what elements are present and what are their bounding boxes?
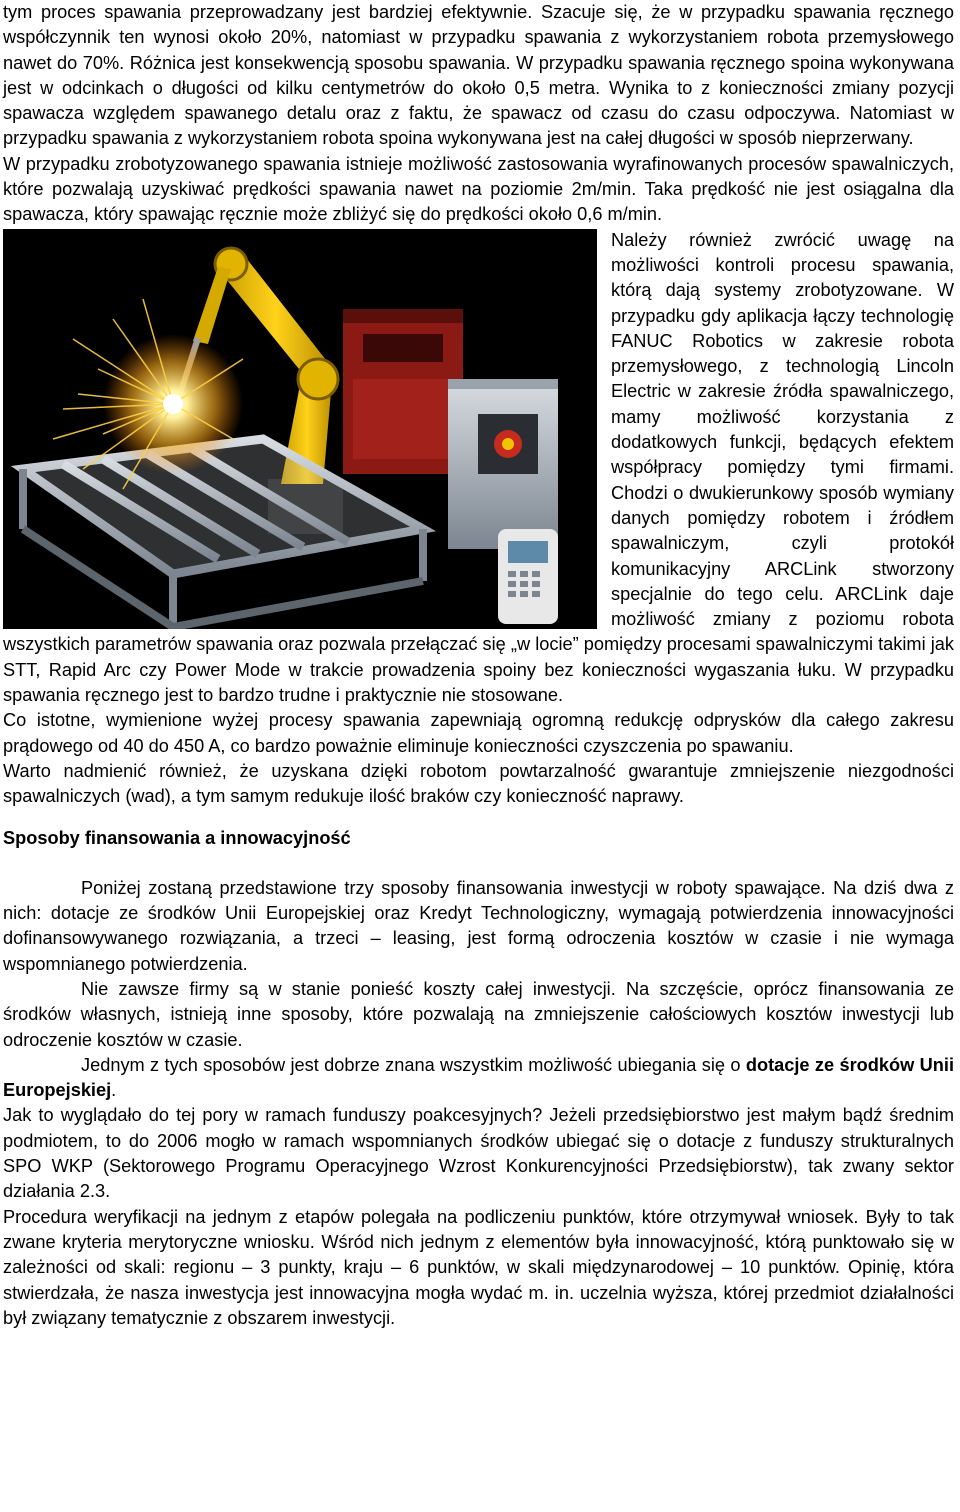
figure-with-text [3, 228, 954, 709]
paragraph-post-accession-funds: Jak to wyglądało do tej pory w ramach funduszy poakcesyjnych? Jeżeli przedsiębiorstwo jest małym bądź średnim podmiotem, to do 2006 mogło w ramach wspomnianych środków ubiegać się o dotacje z funduszy strukturalnych SPO WKP (Sektorowego Programu Operacyjnego Wzrost Konkurencyjności Przedsiębiorstw), tak zwany sektor działania 2.3. [3, 1105, 954, 1202]
paragraph-spatter-reduction: Co istotne, wymienione wyżej procesy spawania zapewniają ogromną redukcję odprysków dla całego zakresu prądowego od 40 do 450 A, co bardzo poważnie eliminuje konieczności czyszczenia po spawaniu. [3, 710, 954, 756]
document-page [3, 0, 954, 1331]
paragraph-arclink: Należy również zwrócić uwagę na możliwości kontroli procesu spawania, którą dają systemy zrobotyzowane. W przypadku gdy aplikacja łączy technologię FANUC Robotics w zakresie robota przemysłowego, z technologią Lincoln Electric w zakresie źródła spawalniczego, mamy możliwość korzystania z dodatkowych funkcji, będących efektem współpracy pomiędzy tymi firmami. Chodzi o dwukierunkowy sposób wymiany danych pomiędzy robotem i źródłem spawalniczym, czyli protokół komunikacyjny ARCLink stworzony specjalnie do tego celu. ARCLink daje możliwość zmiany z poziomu robota wszystkich parametrów spawania oraz pozwala przełączać się „w locie” pomiędzy procesami spawalniczymi takimi jak STT, Rapid Arc czy Power Mode w trakcie prowadzenia spoiny bez konieczności wygaszania łuku. W przypadku spawania ręcznego jest to bardzo trudne i praktycznie nie stosowane. [3, 229, 954, 706]
paragraph-verification-procedure: Procedura weryfikacji na jednym z etapów polegała na podliczeniu punktów, które otrzymywał wniosek. Były to tak zwane kryteria merytoryczne wniosku. Wśród nich jednym z elementów była innowacyjność, którą punktowało się w zależności od skali: regionu – 3 punkty, kraju – 6 punktów, w skali międzynarodowej – 10 punktów. Opinię, która stwierdzała, że nasza inwestycja jest innowacyjna mogła wydać m. in. uczelnia wyższa, której przedmiot działalności był związany tematycznie z obszarem inwestycji. [3, 1206, 954, 1328]
paragraph-financing-costs: Nie zawsze firmy są w stanie ponieść koszty całej inwestycji. Na szczęście, oprócz finansowania ze środków własnych, istnieją inne sposoby, które pozwalają na zmniejszenie całościowych kosztów inwestycji lub odroczenie kosztów w czasie. [3, 978, 954, 1050]
eu-grants-end: . [111, 1080, 117, 1101]
paragraph-eu-grants [3, 1053, 954, 1104]
spacer [3, 851, 954, 876]
fanuc-welding-robot-photo [3, 229, 597, 629]
eu-grants-text: Jednym z tych sposobów jest dobrze znana wszystkim możliwość ubiegania się o [81, 1054, 746, 1075]
paragraph-financing-intro: Poniżej zostaną przedstawione trzy sposoby finansowania inwestycji w roboty spawające. Na dziś dwa z nich: dotacje ze środków Unii Europejskiej oraz Kredyt Technologiczny, wymagają potwierdzenia innowacyjności dofinansowywanego rozwiązania, a trzeci – leasing, jest formą odroczenia kosztów w czasie i nie wymaga wspomnianego potwierdzenia. [3, 877, 954, 974]
eu-grants-bold: dotacje ze środków Unii Europejskiej [3, 1054, 954, 1101]
spacer [3, 810, 954, 826]
paragraph-repeatability: Warto nadmienić również, że uzyskana dzięki robotom powtarzalność gwarantuje zmniejszenie niezgodności spawalniczych (wad), a tym samym redukuje ilość braków czy konieczność naprawy. [3, 760, 954, 807]
paragraph-welding-efficiency: tym proces spawania przeprowadzany jest bardziej efektywnie. Szacuje się, że w przypadku spawania ręcznego współczynnik ten wynosi około 20%, natomiast w przypadku spawania z wykorzystaniem robota przemysłowego nawet do 70%. Różnica jest konsekwencją sposobu spawania. W przypadku spawania ręcznego spoina wykonywana jest w odcinkach o długości od kilku centymetrów do około 0,5 metra. Wynika to z konieczności zmiany pozycji spawacza względem spawanego detalu oraz z faktu, że spawacz od czasu do czasu odpoczywa. Natomiast w przypadku spawania z wykorzystaniem robota spoina wykonywana jest na całej długości w sposób nieprzerwany. [3, 2, 954, 149]
paragraph-robotic-speed: W przypadku zrobotyzowanego spawania istnieje możliwość zastosowania wyrafinowanych procesów spawalniczych, które pozwalają uzyskiwać prędkości spawania nawet na poziomie 2m/min. Taka prędkość nie jest osiągalna dla spawacza, który spawając ręcznie może zbliżyć się do prędkości około 0,6 m/min. [3, 153, 954, 225]
section-heading: Sposoby finansowania a innowacyjność [3, 827, 351, 848]
